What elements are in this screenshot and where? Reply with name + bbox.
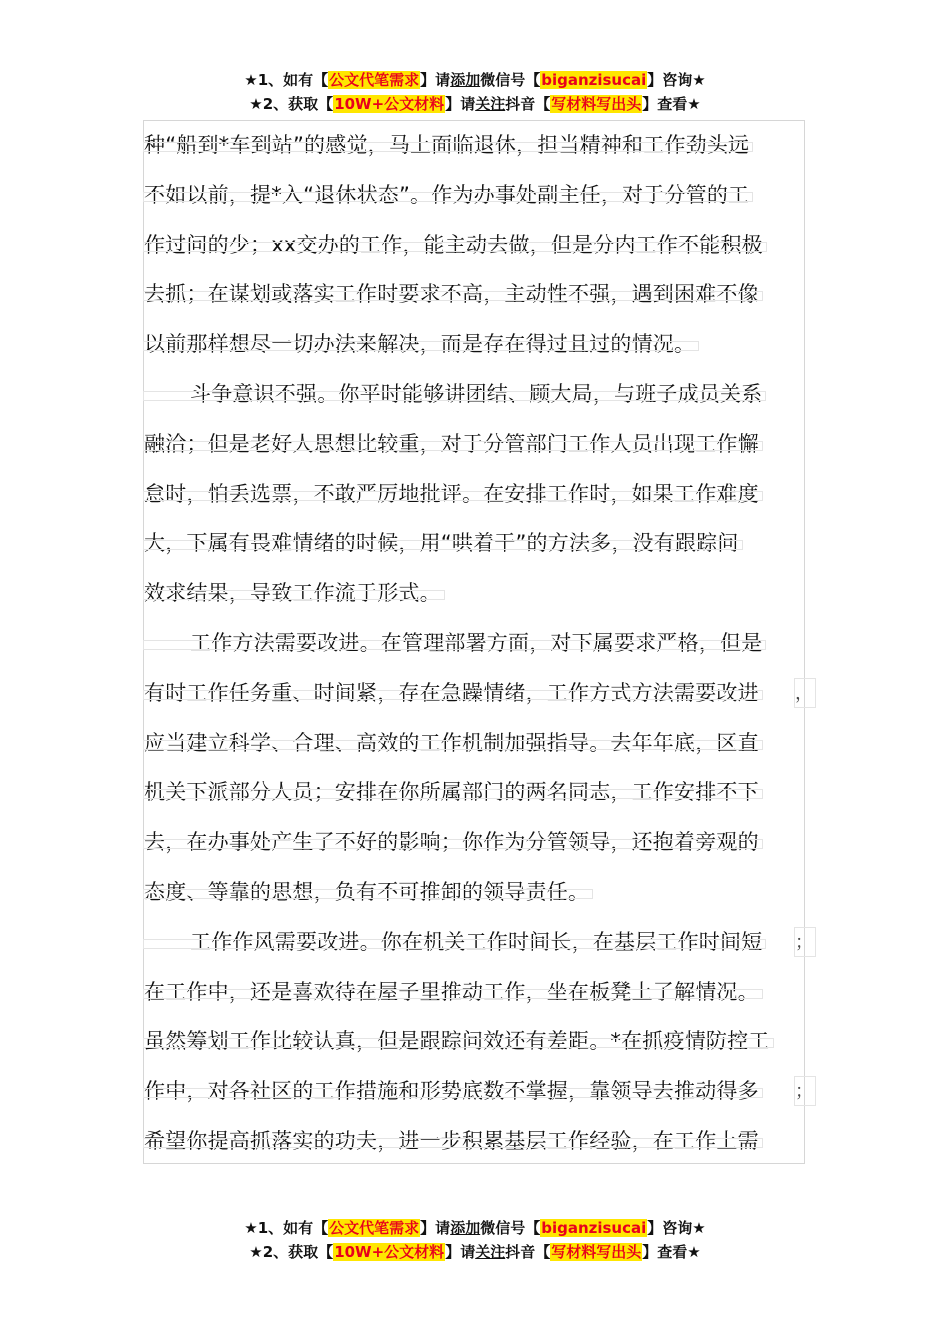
text-line: [144, 718, 844, 768]
overflow-punctuation: ；: [794, 927, 816, 957]
highlight-text: biganzisucai: [541, 71, 647, 89]
text-line: [144, 967, 844, 1017]
text-line-content: 去抓；在谋划或落实工作时要求不高，主动性不强，遇到困难不像: [144, 282, 759, 307]
text-line: [144, 419, 844, 469]
highlight-text: 公文代笔需求: [329, 71, 420, 89]
document-body: [144, 120, 844, 1166]
text-line-content: 希望你提高抓落实的功夫，进一步积累基层工作经验，在工作上需: [144, 1128, 759, 1153]
highlight-text: 公文代笔需求: [329, 1219, 420, 1237]
text-line: [144, 867, 844, 917]
highlight-text: 10W+公文材料: [334, 95, 445, 113]
overflow-punctuation: ；: [794, 1076, 816, 1106]
text-line-content: 去，在办事处产生了不好的影响；你作为分管领导，还抱着旁观的: [144, 830, 759, 855]
header-banner: [0, 68, 950, 116]
text-line: [144, 120, 844, 170]
text-line: [144, 917, 844, 967]
text-line-content: 以前那样想尽一切办法来解决，而是存在得过且过的情况。: [144, 332, 696, 357]
footer-banner: [0, 1216, 950, 1264]
text-line-content: 态度、等靠的思想，负有不可推卸的领导责任。: [144, 879, 590, 904]
highlight-text: 10W+公文材料: [334, 1243, 445, 1261]
text-line-content: 虽然筹划工作比较认真，但是跟踪问效还有差距。*在抓疫情防控工: [144, 1029, 770, 1054]
text-line-content: 作过问的少；xx交办的工作，能主动去做，但是分内工作不能积极: [144, 232, 763, 257]
text-line-content: 怠时，怕丢选票，不敢严厉地批评。在安排工作时，如果工作难度: [144, 481, 759, 506]
text-line-content: 斗争意识不强。你平时能够讲团结、顾大局，与班子成员关系: [144, 382, 764, 406]
text-line-content: 作中，对各社区的工作措施和形势底数不掌握，靠领导去推动得多: [144, 1079, 759, 1104]
text-line: [144, 469, 844, 519]
text-line: [144, 369, 844, 419]
highlight-text: biganzisucai: [541, 1219, 647, 1237]
text-line: [144, 618, 844, 668]
text-line-content: 融洽；但是老好人思想比较重，对于分管部门工作人员出现工作懈: [144, 431, 759, 456]
text-line: [144, 170, 844, 220]
text-line: [144, 518, 844, 568]
text-line: [144, 817, 844, 867]
text-line-content: 不如以前，提*入“退休状态”。作为办事处副主任，对于分管的工: [144, 182, 750, 207]
highlight-text: 写材料写出头: [551, 95, 642, 113]
text-line: [144, 269, 844, 319]
text-line-content: 工作方法需要改进。在管理部署方面，对下属要求严格，但是: [144, 631, 764, 655]
text-line: [144, 568, 844, 618]
text-line: [144, 1016, 844, 1066]
text-line-content: 大，下属有畏难情绪的时候，用“哄着干”的方法多，没有跟踪问: [144, 531, 739, 556]
text-line-content: 机关下派部分人员；安排在你所属部门的两名同志，工作安排不下: [144, 780, 759, 805]
text-line: [144, 220, 844, 270]
banner-line-2: ★2、获取【10W+公文材料】请关注抖音【写材料写出头】查看★: [249, 1243, 701, 1261]
text-line: [144, 1066, 844, 1116]
banner-line-1: ★1、如有【公文代笔需求】请添加微信号【biganzisucai】咨询★: [244, 71, 706, 89]
banner-line-1: ★1、如有【公文代笔需求】请添加微信号【biganzisucai】咨询★: [244, 1219, 706, 1237]
text-line: [144, 1116, 844, 1166]
banner-line-2: ★2、获取【10W+公文材料】请关注抖音【写材料写出头】查看★: [249, 95, 701, 113]
text-line: [144, 319, 844, 369]
text-line-content: 有时工作任务重、时间紧，存在急躁情绪，工作方式方法需要改进: [144, 680, 759, 705]
text-line: [144, 668, 844, 718]
text-line-content: 效求结果，导致工作流于形式。: [144, 581, 441, 606]
text-line-content: 种“船到*车到站”的感觉，马上面临退休，担当精神和工作劲头远: [144, 133, 750, 157]
highlight-text: 写材料写出头: [551, 1243, 642, 1261]
text-line-content: 应当建立科学、合理、高效的工作机制加强指导。去年年底，区直: [144, 730, 759, 755]
text-line-content: 工作作风需要改进。你在机关工作时间长，在基层工作时间短: [144, 930, 764, 954]
text-line: [144, 767, 844, 817]
text-line-content: 在工作中，还是喜欢待在屋子里推动工作，坐在板凳上了解情况。: [144, 979, 759, 1004]
overflow-punctuation: ，: [794, 678, 816, 708]
